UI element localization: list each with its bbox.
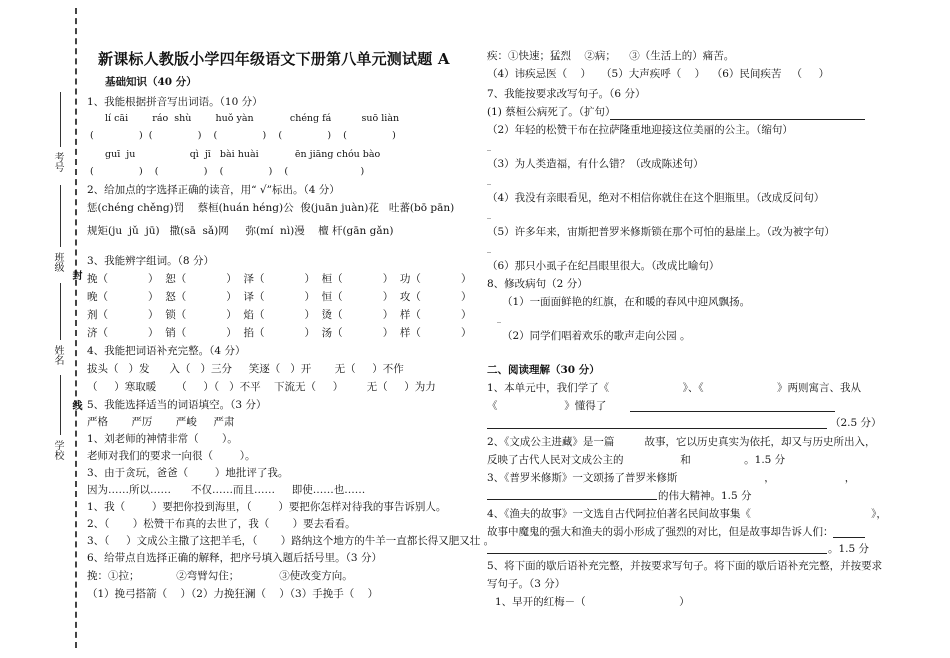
answer-dash: _	[487, 176, 491, 185]
question-7-item-1: (1) 蔡桓公病死了。（扩句）	[487, 106, 616, 118]
question-6-definitions: 挽：①拉； ②弯臂勾住； ③使改变方向。	[87, 570, 353, 582]
question-5-options-1: 严格 严厉 严峻 严肃	[87, 416, 235, 428]
question-1-pinyin-row-1: lí cāi ráo shù huǒ yàn chéng fá suō liàn	[105, 113, 400, 124]
reading-4-score: 。1.5 分	[828, 543, 870, 555]
answer-line	[487, 553, 827, 554]
question-5-item-6: 3、（ ）文成公主撒了这把羊毛，（ ）路纳这个地方的牛羊一直都长得又肥又壮 。	[87, 535, 495, 547]
answer-line	[833, 537, 865, 538]
question-6-items-ji: （4）讳疾忌医（ ） （5）大声疾呼（ ） （6）民间疾苦 （ ）	[487, 68, 830, 80]
question-4-row-2: （ ）寒取暖 （ ）（ ）不平 下流无（ ） 无（ ）为力	[87, 381, 436, 393]
question-7-item-6: （6）那只小虱子在纪昌眼里很大。（改成比喻句）	[487, 260, 720, 272]
side-blank-xingming	[60, 283, 61, 340]
question-5-item-5: 2、（ ）松赞干布真的去世了，我（ ）要去看看。	[87, 518, 356, 530]
answer-line	[487, 499, 657, 500]
question-7-title: 7、我能按要求改写句子。（6 分）	[487, 88, 646, 100]
question-1-brackets-row-1: ( ) ( ) ( ) ( ) ( )	[90, 130, 396, 141]
side-label-banji: 班级	[52, 252, 63, 272]
binding-dashed-line	[75, 8, 77, 648]
question-4-title: 4、我能把词语补充完整。（4 分）	[87, 345, 246, 357]
question-1-title: 1、我能根据拼音写出词语。（10 分）	[87, 96, 263, 108]
answer-dash: _	[487, 142, 491, 151]
question-2-row-2: 规矩(ju jǔ jū) 撒(sā sǎ)网 弥(mí nì)漫 檀 杆(gān gǎn)	[87, 225, 394, 237]
side-blank-xuexiao	[60, 375, 61, 435]
side-mark-feng: 封	[70, 270, 81, 280]
reading-1-line-2: 《 》懂得了	[487, 400, 607, 412]
question-5-item-1: 1、刘老师的神情非常（ ）。	[87, 433, 238, 445]
question-1-brackets-row-2: ( ) ( ) ( ) ( )	[90, 166, 365, 177]
question-3-row-3: 剂（ ） 锁（ ） 焰（ ） 烫（ ） 样（ ）	[87, 309, 472, 321]
side-label-xuexiao: 学校	[52, 440, 63, 460]
reading-3-line-1: 3、《普罗米修斯》一文颂扬了普罗米修斯 ， ，	[487, 472, 856, 484]
side-mark-xian: 线	[70, 400, 81, 410]
section-basic-knowledge: 基础知识（40 分）	[105, 76, 197, 88]
question-7-item-3: （3）为人类造福，有什么错？（改成陈述句）	[487, 158, 704, 170]
reading-2-line-1: 2、《文成公主进藏》是一篇 故事，它以历史真实为依托，却又与历史所出入，	[487, 436, 876, 448]
question-6-title: 6、给带点自选择正确的解释，把序号填入题后括号里。（3 分）	[87, 552, 382, 564]
reading-3-line-2: 的伟大精神。1.5 分	[658, 490, 752, 502]
answer-line	[630, 411, 835, 412]
side-blank-kaohao	[60, 92, 61, 147]
question-8-title: 8、修改病句（2 分）	[487, 278, 588, 290]
question-5-item-2: 老师对我们的要求一向很（ ）。	[87, 450, 256, 462]
question-8-item-1: （1）一面面鲜艳的红旗，在和暖的春风中迎风飘扬。	[502, 296, 751, 308]
reading-4-line-1: 4、《渔夫的故事》一文选自古代阿拉伯著名民间故事集《 》，	[487, 508, 887, 520]
question-3-row-1: 挽（ ） 恕（ ） 泽（ ） 桓（ ） 功（ ）	[87, 273, 472, 285]
question-5-options-2: 因为……所以…… 不仅……而且…… 即使……也……	[87, 484, 366, 496]
reading-1-score: （2.5 分）	[830, 417, 882, 429]
question-6-items: （1）挽弓搭箭（ ）（2）力挽狂澜（ ）（3）手挽手（ ）	[87, 588, 379, 600]
reading-4-line-2: 故事中魔鬼的强大和渔夫的弱小形成了强烈的对比，但是故事却告诉人们：	[487, 526, 834, 538]
answer-line	[487, 428, 827, 429]
question-7-item-2: （2）年轻的松赞干布在拉萨隆重地迎接这位美丽的公主。（缩句）	[487, 124, 793, 136]
question-5-item-4: 1、我（ ）要把你投到海里，（ ）要把你怎样对待我的事告诉别人。	[87, 501, 447, 513]
answer-dash: _	[487, 210, 491, 219]
question-3-title: 3、我能辨字组词。（8 分）	[87, 255, 214, 267]
reading-2-line-2: 反映了古代人民对文成公主的 和 。1.5 分	[487, 454, 786, 466]
reading-5-line-2: 写句子。（3 分）	[487, 578, 566, 590]
page-title: 新课标人教版小学四年级语文下册第八单元测试题 A	[98, 50, 450, 68]
section-reading: 二、阅读理解（30 分）	[487, 364, 600, 376]
reading-5-item-1: 1、早开的红梅－（ ）	[495, 596, 690, 608]
question-2-row-1: 惩(chéng chěng)罚 蔡桓(huán héng)公 俊(juān juàn)花 吐蕃(bō pān)	[87, 202, 455, 214]
side-label-xingming: 姓名	[52, 345, 63, 365]
side-label-kaohao: 考号	[52, 152, 63, 172]
answer-line	[610, 119, 865, 120]
question-7-item-4: （4）我没有亲眼看见，绝对不相信你就住在这个胆瓶里。（改成反问句）	[487, 192, 825, 204]
question-6-definitions-ji: 疾：①快速；猛烈 ②病； ③（生活上的）痛苦。	[487, 50, 735, 62]
question-3-row-4: 济（ ） 销（ ） 掐（ ） 汤（ ） 样（ ）	[87, 327, 472, 339]
reading-5-line-1: 5、将下面的歇后语补充完整，并按要求写句子。将下面的歇后语补充完整，并按要求	[487, 560, 883, 572]
question-7-item-5: （5）许多年来，宙斯把普罗米修斯锁在那个可怕的悬崖上。（改为被字句）	[487, 226, 835, 238]
question-2-title: 2、给加点的字选择正确的读音，用“ √”标出。（4 分）	[87, 184, 340, 196]
reading-1-line-1: 1、本单元中，我们学了《 》、《 》两则寓言、我从	[487, 382, 862, 394]
question-1-pinyin-row-2: guī ju qì jī bài huài ēn jiāng chóu bào	[105, 149, 381, 160]
question-5-item-3: 3、由于贪玩，爸爸（ ）地批评了我。	[87, 467, 289, 479]
question-8-item-2: （2）同学们唱着欢乐的歌声走向公园 。	[502, 330, 691, 342]
answer-dash: _	[487, 244, 491, 253]
answer-dash: _	[497, 314, 501, 323]
side-blank-banji	[60, 185, 61, 247]
question-4-row-1: 拔头（ ）发 入（ ）三分 笑逐（ ）开 无（ ）不作	[87, 363, 404, 375]
question-3-row-2: 晚（ ） 怒（ ） 译（ ） 恒（ ） 攻（ ）	[87, 291, 472, 303]
question-5-title: 5、我能选择适当的词语填空。（3 分）	[87, 399, 267, 411]
